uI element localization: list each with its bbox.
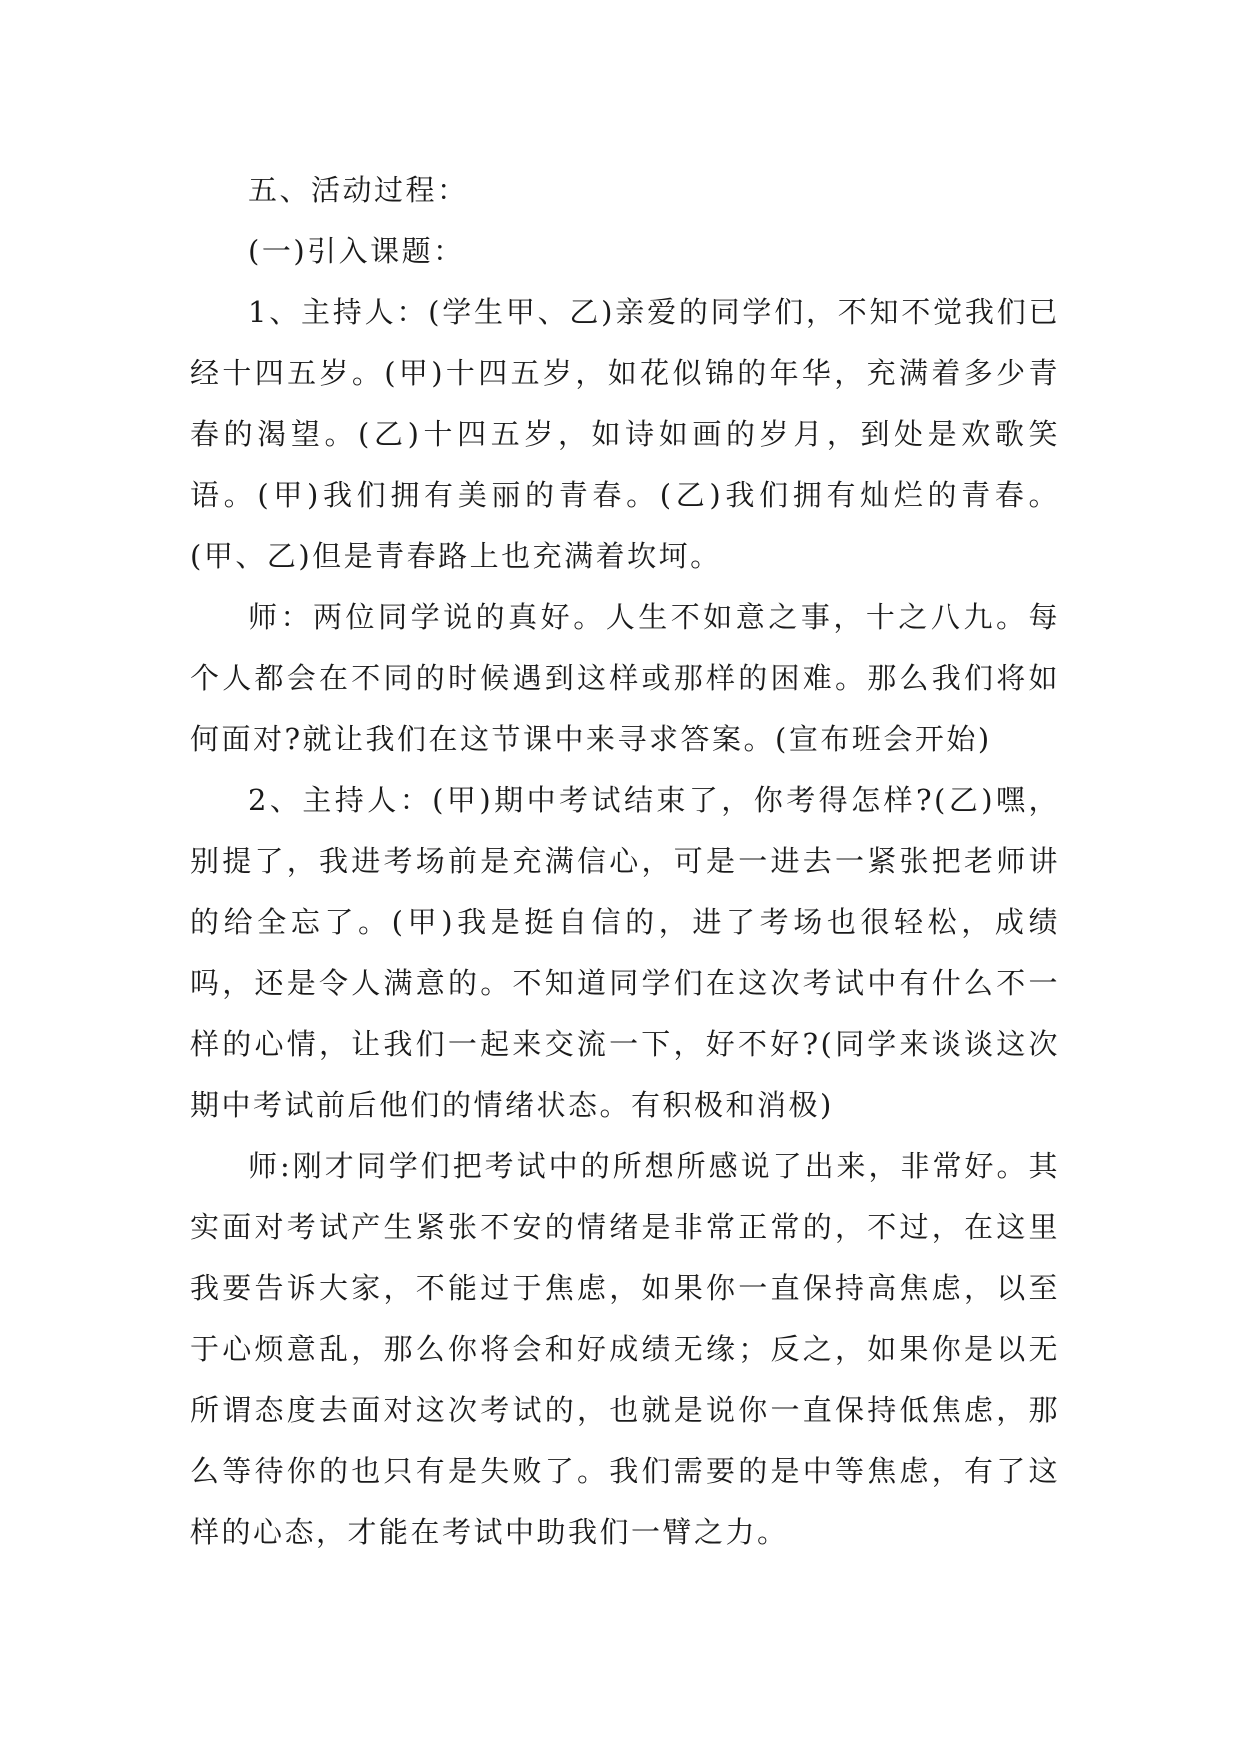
- subsection-heading-introduction: (一)引入课题：: [248, 234, 465, 268]
- section-heading-activity-process: 五、活动过程：: [248, 173, 469, 207]
- paragraph-host-dialogue-2: 2、主持人：(甲)期中考试结束了，你考得怎样?(乙)嘿，别提了，我进考场前是充满信心，可是一进去一紧张把老师讲的给全忘了。(甲)我是挺自信的，进了考场也很轻松，成绩吗，还是令人满意的。不知道同学们在这次考试中有什么不一样的心情，让我们一起来交流一下，好不好?(同学来谈谈这次期中考试前后他们的情绪状态。有积极和消极): [190, 783, 1060, 1122]
- document-body: [190, 160, 1060, 1563]
- paragraph-teacher-remark-2: 师:刚才同学们把考试中的所想所感说了出来，非常好。其实面对考试产生紧张不安的情绪是非常正常的，不过，在这里我要告诉大家，不能过于焦虑，如果你一直保持高焦虑，以至于心烦意乱，那么你将会和好成绩无缘；反之，如果你是以无所谓态度去面对这次考试的，也就是说你一直保持低焦虑，那么等待你的也只有是失败了。我们需要的是中等焦虑，有了这样的心态，才能在考试中助我们一臂之力。: [190, 1149, 1060, 1549]
- paragraph-teacher-remark-1: 师：两位同学说的真好。人生不如意之事，十之八九。每个人都会在不同的时候遇到这样或那样的困难。那么我们将如何面对?就让我们在这节课中来寻求答案。(宣布班会开始): [190, 600, 1060, 756]
- paragraph-host-dialogue-1: 1、主持人：(学生甲、乙)亲爱的同学们，不知不觉我们已经十四五岁。(甲)十四五岁，如花似锦的年华，充满着多少青春的渴望。(乙)十四五岁，如诗如画的岁月，到处是欢歌笑语。(甲)我们拥有美丽的青春。(乙)我们拥有灿烂的青春。(甲、乙)但是青春路上也充满着坎坷。: [190, 295, 1060, 573]
